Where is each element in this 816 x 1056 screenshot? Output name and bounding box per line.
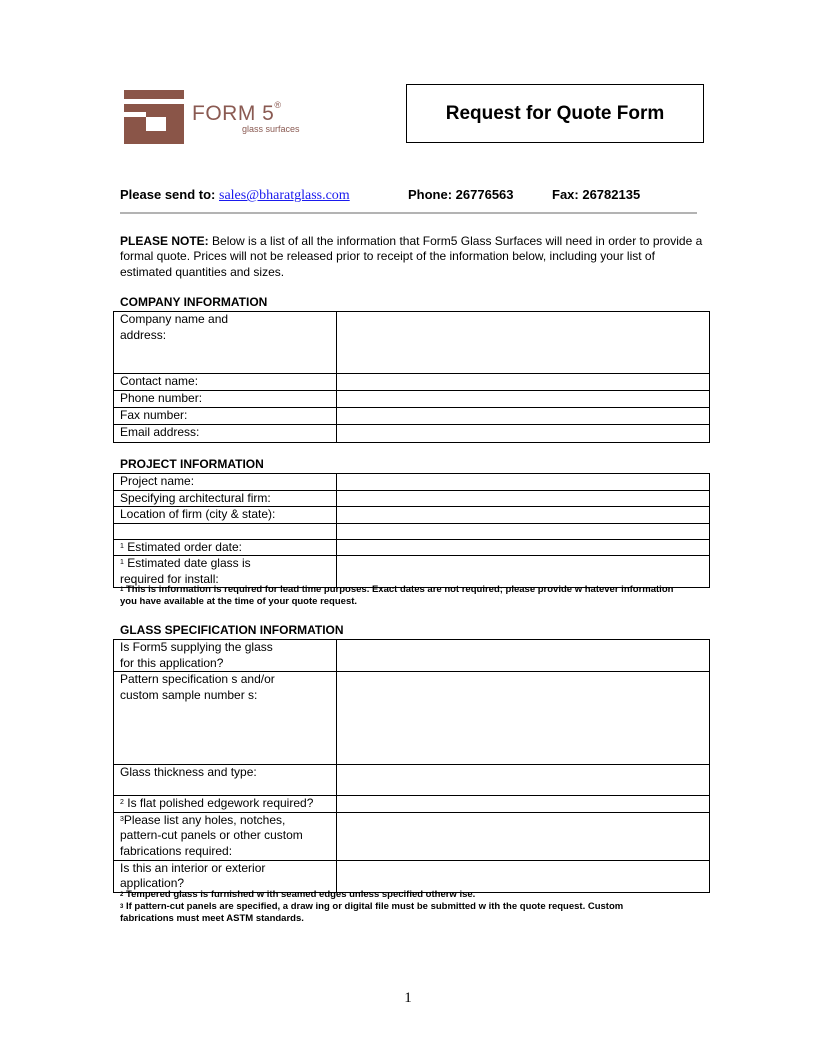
table-row: [114, 490, 710, 507]
company-section-heading: COMPANY INFORMATION: [120, 295, 268, 309]
table-row: [114, 796, 710, 813]
email-link[interactable]: sales@bharatglass.com: [219, 188, 350, 203]
table-row: [114, 539, 710, 556]
fax-number-field[interactable]: [337, 408, 710, 425]
header-divider: [120, 212, 697, 214]
table-row: [114, 425, 710, 443]
email-address-label: Email address:: [114, 425, 337, 443]
logo-tagline: glass surfaces: [242, 124, 300, 134]
form5-logo: [124, 90, 314, 146]
fax-text: Fax: 26782135: [552, 187, 641, 202]
table-row: [114, 312, 710, 374]
blank-row-label: [114, 523, 337, 539]
phone-number-field[interactable]: [337, 391, 710, 408]
fax-number-label: Fax number:: [114, 408, 337, 425]
phone-number-label: Phone number:: [114, 391, 337, 408]
blank-row-field[interactable]: [337, 523, 710, 539]
company-name-label: Company name and address:: [114, 312, 337, 374]
order-date-field[interactable]: [337, 539, 710, 556]
project-info-table: [113, 473, 710, 588]
table-row: [114, 507, 710, 524]
install-date-field[interactable]: [337, 556, 710, 588]
custom-fabrication-label: $^3$Please list any holes, notches, pattern-cut panels or other custom fabrications required:: [114, 812, 337, 860]
table-row: [114, 374, 710, 391]
firm-location-field[interactable]: [337, 507, 710, 524]
contact-name-field[interactable]: [337, 374, 710, 391]
edgework-field[interactable]: [337, 796, 710, 813]
interior-exterior-label: Is this an interior or exterior application?: [114, 860, 337, 892]
note-text: Below is a list of all the information that Form5 Glass Surfaces will need in order to provide a formal quote. Prices will not be released prior to receipt of the information below, including your list of estimated quantities and sizes.: [120, 234, 703, 279]
custom-fabrication-field[interactable]: [337, 812, 710, 860]
form5-supplying-field[interactable]: [337, 640, 710, 672]
pattern-spec-label: Pattern specification s and/or custom sample number s:: [114, 672, 337, 765]
company-name-field[interactable]: [337, 312, 710, 374]
table-row: [114, 523, 710, 539]
project-footnote: $^1$ This is information is required for lead time purposes. Exact dates are not required; please provide w hatever information you have available at the time of your quote request.: [120, 584, 674, 607]
architectural-firm-label: Specifying architectural firm:: [114, 490, 337, 507]
contact-name-label: Contact name:: [114, 374, 337, 391]
logo-wordmark: FORM 5®: [192, 100, 282, 125]
note-lead: PLEASE NOTE:: [120, 234, 209, 248]
email-address-field[interactable]: [337, 425, 710, 443]
table-row: [114, 672, 710, 765]
form-title: Request for Quote Form: [445, 102, 665, 124]
pattern-spec-field[interactable]: [337, 672, 710, 765]
table-row: [114, 391, 710, 408]
table-row: [114, 474, 710, 491]
project-name-label: Project name:: [114, 474, 337, 491]
glass-thickness-label: Glass thickness and type:: [114, 765, 337, 796]
firm-location-label: Location of firm (city & state):: [114, 507, 337, 524]
order-date-label: $^1$ Estimated order date:: [114, 539, 337, 556]
table-row: [114, 765, 710, 796]
project-name-field[interactable]: [337, 474, 710, 491]
edgework-label: $^2$ Is flat polished edgework required?: [114, 796, 337, 813]
table-row: [114, 860, 710, 892]
project-section-heading: PROJECT INFORMATION: [120, 457, 264, 471]
glass-spec-table: [113, 639, 710, 893]
table-row: [114, 640, 710, 672]
form5-supplying-label: Is Form5 supplying the glass for this application?: [114, 640, 337, 672]
glass-footnotes: $^2$ Tempered glass is furnished w ith seamed edges unless specified otherw ise. $^3$ If pattern-cut panels are specified, a draw ing or digital file must be submitted w ith the quote request. Custom fabrications must meet ASTM standards.: [120, 889, 624, 924]
send-to-line: [120, 187, 350, 204]
table-row: [114, 556, 710, 588]
page-number: 1: [404, 990, 412, 1006]
send-to-label: Please send to:: [120, 187, 216, 202]
architectural-firm-field[interactable]: [337, 490, 710, 507]
table-row: [114, 408, 710, 425]
glass-thickness-field[interactable]: [337, 765, 710, 796]
form-title-box: [406, 84, 704, 143]
phone-text: Phone: 26776563: [408, 187, 514, 202]
table-row: [114, 812, 710, 860]
please-note-paragraph: [120, 234, 705, 280]
install-date-label: $^1$ Estimated date glass is required for install:: [114, 556, 337, 588]
interior-exterior-field[interactable]: [337, 860, 710, 892]
form5-logo-mark-icon: [124, 90, 184, 144]
company-info-table: [113, 311, 710, 443]
glass-section-heading: GLASS SPECIFICATION INFORMATION: [120, 623, 344, 637]
